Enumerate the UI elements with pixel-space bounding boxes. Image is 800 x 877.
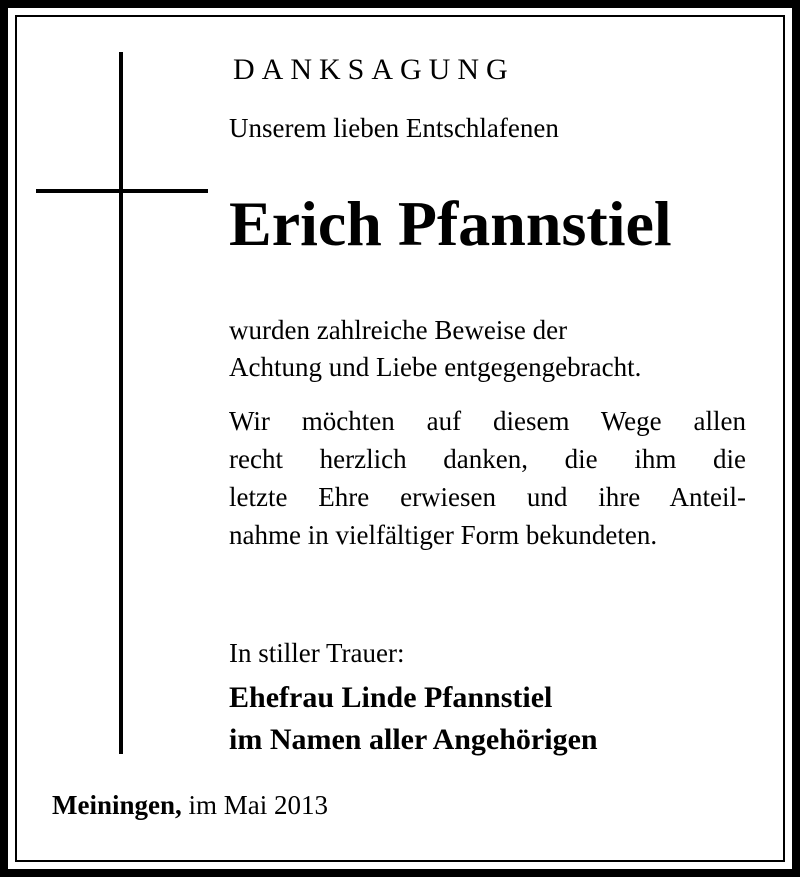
paragraph-line: recht herzlich danken, die ihm die — [229, 444, 746, 474]
paragraph-line: nahme in vielfältiger Form bekundeten. — [229, 520, 658, 550]
intro-text: Unserem lieben Entschlafenen — [229, 113, 559, 143]
deceased-name: Erich Pfannstiel — [229, 188, 672, 259]
mourning-label: In stiller Trauer: — [229, 638, 405, 668]
notice-heading: DANKSAGUNG — [233, 53, 515, 86]
place-date-footer — [52, 787, 328, 823]
cross-horizontal-bar — [36, 189, 208, 193]
gratitude-paragraph-1 — [229, 312, 641, 386]
cross-vertical-bar — [119, 52, 123, 754]
paragraph-line: Achtung und Liebe entgegengebracht. — [229, 352, 642, 382]
paragraph-line: letzte Ehre erwiesen und ihre Anteil- — [229, 482, 746, 512]
footer-place: Meiningen, — [52, 790, 182, 820]
footer-date: im Mai 2013 — [181, 790, 329, 820]
paragraph-line: Wir möchten auf diesem Wege allen — [229, 406, 746, 436]
mourners-list — [229, 677, 598, 761]
mourner-line: im Namen aller Angehörigen — [229, 723, 598, 756]
gratitude-paragraph-2 — [229, 402, 746, 554]
mourner-line: Ehefrau Linde Pfannstiel — [229, 681, 553, 714]
paragraph-line: wurden zahlreiche Beweise der — [229, 315, 568, 345]
